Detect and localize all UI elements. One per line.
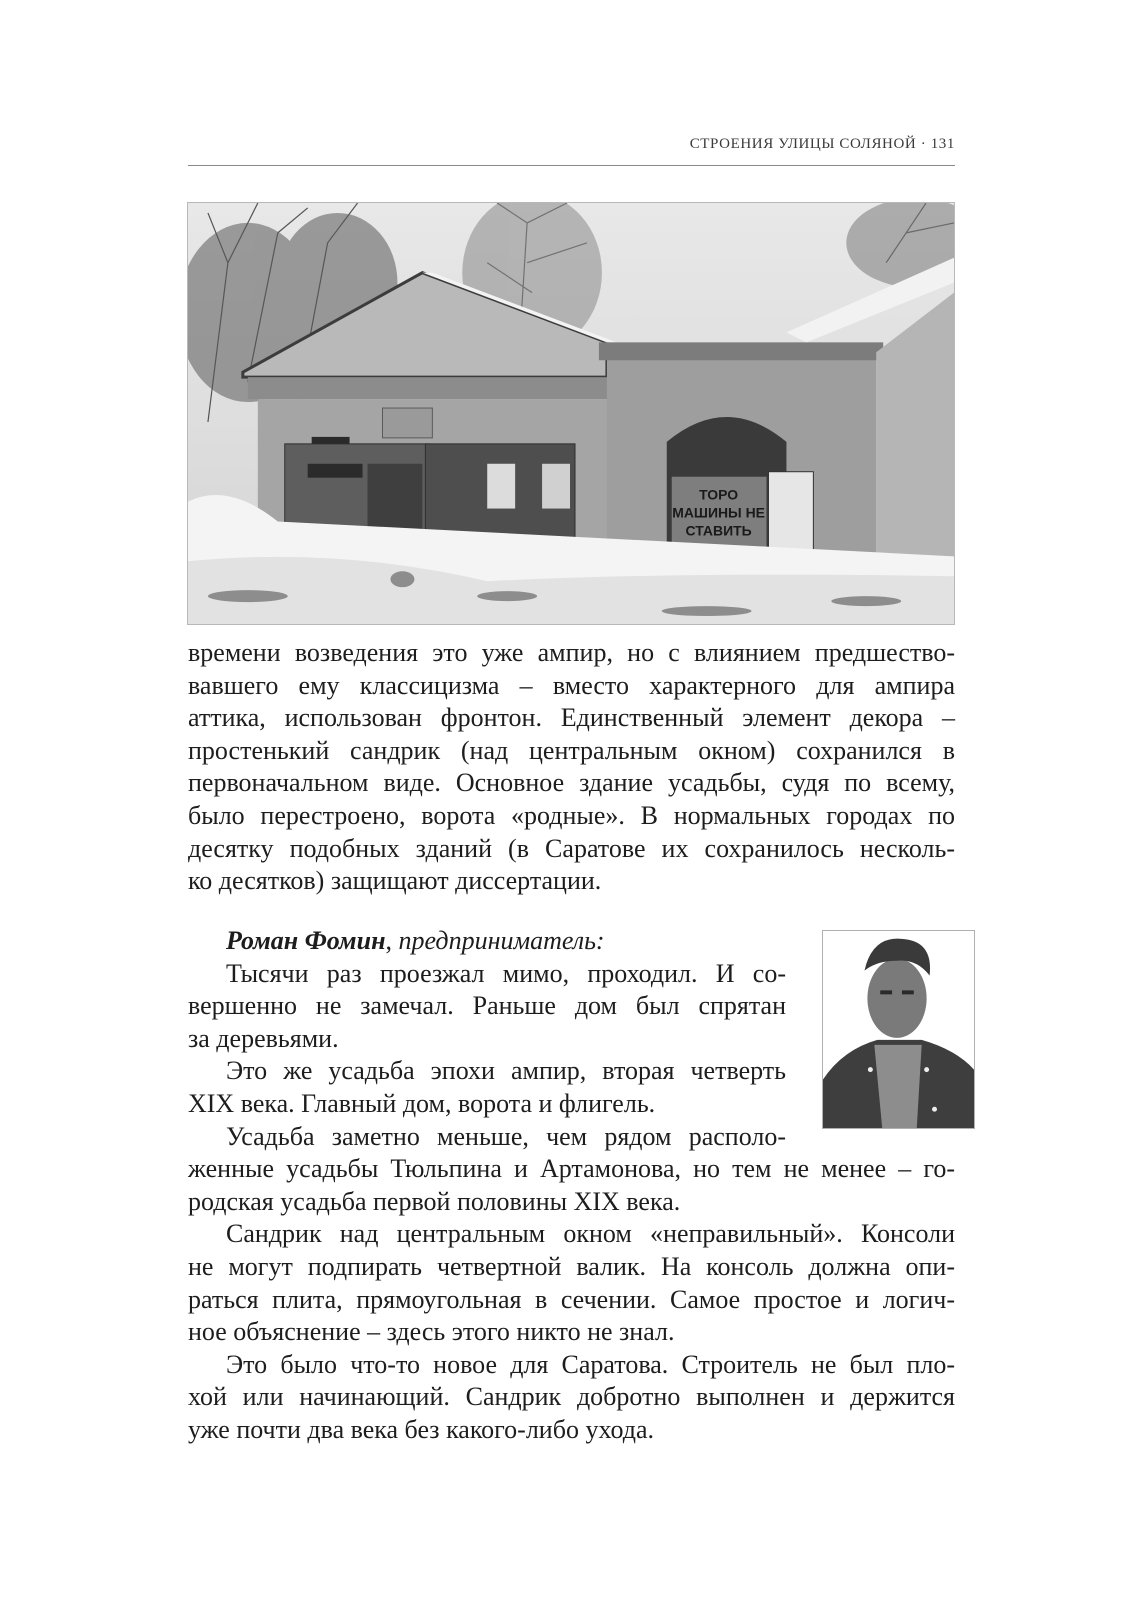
running-head xyxy=(188,136,955,153)
text-line: простенький сандрик (над центральным окном) сохранился в xyxy=(188,735,955,765)
text-line: не могут подпирать четвертной валик. На консоль должна опи- xyxy=(188,1251,955,1281)
text-line: ко десятков) защищают диссертации. xyxy=(188,866,602,896)
cornice xyxy=(248,377,617,399)
text-line: было перестроено, ворота «родные». В нормальных городах по xyxy=(188,800,955,830)
graffiti-line-1: ТОРО xyxy=(699,486,739,503)
text-line: за деревьями. xyxy=(188,1023,339,1053)
text-line: Это же усадьба эпохи ампир, вторая четверть xyxy=(226,1056,786,1086)
page-number: 131 xyxy=(930,136,955,152)
text-line: XIX века. Главный дом, ворота и флигель. xyxy=(188,1088,656,1118)
text-line: ное объяснение – здесь этого никто не знал. xyxy=(188,1317,675,1347)
text-line: Тысячи раз проезжал мимо, проходил. И со- xyxy=(226,958,786,988)
text-line: вавшего ему классицизма – вместо характерного для ампира xyxy=(188,670,955,700)
graffiti-line-3: СТАВИТЬ xyxy=(685,522,752,539)
text-line: родская усадьба первой половины XIX века. xyxy=(188,1186,681,1216)
speaker-name: Роман Фомин xyxy=(226,926,386,955)
quote-block xyxy=(188,925,955,1447)
text-line: времени возведения это уже ампир, но с влиянием предшество- xyxy=(188,638,955,667)
building-photo-illustration xyxy=(188,203,954,624)
header-rule xyxy=(188,165,955,166)
graffiti-line-2: МАШИНЫ НЕ xyxy=(672,504,765,521)
text-line: женные усадьбы Тюльпина и Артамонова, но тем не менее – го- xyxy=(188,1154,955,1184)
text-line: десятку подобных зданий (в Саратове их сохранилось несколь- xyxy=(188,833,955,863)
speaker-attribution xyxy=(188,925,824,958)
text-line: Сандрик над центральным окном «неправильный». Консоли xyxy=(226,1219,955,1249)
text-line: уже почти два века без какого-либо ухода. xyxy=(188,1414,654,1444)
poster-modny-salon xyxy=(308,464,363,478)
text-line: Это было что-то новое для Саратова. Строитель не был пло- xyxy=(226,1349,955,1379)
speaker-role: предприниматель: xyxy=(398,926,605,955)
text-line: первоначальном виде. Основное здание усадьбы, судя по всему, xyxy=(188,768,955,798)
speaker-separator: , xyxy=(385,926,393,955)
text-line: Усадьба заметно меньше, чем рядом располо- xyxy=(226,1121,786,1151)
body-paragraph-1 xyxy=(188,637,955,898)
text-line: хой или начинающий. Сандрик добротно выполнен и держится xyxy=(188,1382,955,1412)
text-line: вершенно не замечал. Раньше дом был спрятан xyxy=(188,991,786,1021)
separator: · xyxy=(920,136,927,152)
text-line: раться плита, прямоугольная в сечении. Самое простое и логич- xyxy=(188,1284,955,1314)
gate-cornice xyxy=(599,342,883,360)
window-sandrik xyxy=(382,408,432,438)
section-title: СТРОЕНИЯ УЛИЦЫ СОЛЯНОЙ xyxy=(689,136,917,152)
text-line: аттика, использован фронтон. Единственный элемент декора – xyxy=(188,703,955,733)
building-photo xyxy=(187,202,955,625)
